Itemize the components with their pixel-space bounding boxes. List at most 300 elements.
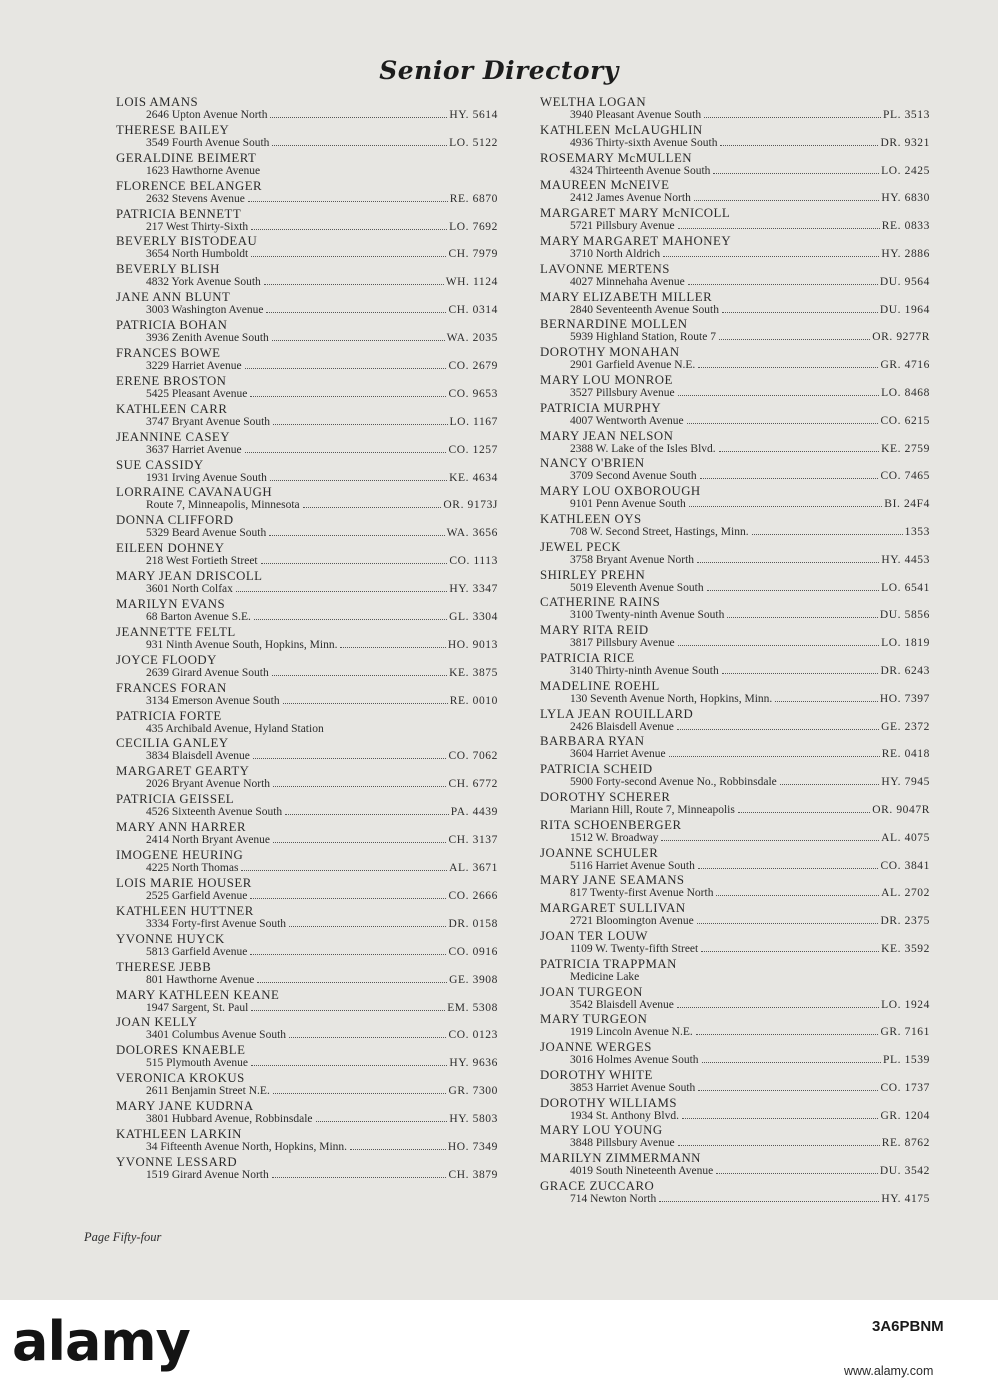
entry-phone: CH. 7979: [448, 248, 498, 261]
directory-entry: [540, 484, 930, 512]
entry-name: PATRICIA RICE: [540, 650, 635, 665]
entry-address: 5813 Garfield Avenue: [146, 945, 248, 958]
directory-entry: [116, 262, 498, 290]
leader-dots: [698, 367, 878, 368]
entry-phone: HO. 7397: [879, 692, 930, 705]
leader-dots: [245, 368, 447, 369]
entry-phone: CO. 7465: [880, 470, 930, 483]
directory-entry: [540, 1151, 930, 1179]
entry-address: 3334 Forty-first Avenue South: [146, 917, 287, 930]
directory-entry: [540, 846, 930, 874]
entry-detail-line: [570, 248, 930, 261]
leader-dots: [251, 229, 447, 230]
entry-detail-line: [570, 359, 930, 372]
entry-name: MARY LOU OXBOROUGH: [540, 484, 701, 499]
entry-phone: EM. 5308: [447, 1001, 498, 1014]
directory-entry: [540, 957, 930, 985]
entry-address: 2388 W. Lake of the Isles Blvd.: [570, 442, 716, 455]
leader-dots: [663, 256, 879, 257]
entry-name: YVONNE LESSARD: [116, 1154, 238, 1169]
leader-dots: [272, 675, 447, 676]
entry-phone: KE. 2759: [881, 442, 930, 455]
entry-phone: CH. 3137: [448, 834, 498, 847]
entry-address: 4832 York Avenue South: [146, 276, 261, 289]
entry-address: 3016 Holmes Avenue South: [570, 1054, 699, 1067]
entry-detail-line: [570, 665, 930, 678]
entry-phone: CO. 1257: [448, 443, 498, 456]
directory-entry: [116, 653, 498, 681]
leader-dots: [272, 1177, 447, 1178]
directory-entry: [540, 1096, 930, 1124]
entry-phone: DU. 1964: [879, 303, 930, 316]
leader-dots: [251, 1065, 447, 1066]
entry-address: 3637 Harriet Avenue: [146, 443, 242, 456]
entry-phone: DR. 9321: [880, 136, 930, 149]
entry-name: IMOGENE HEURING: [116, 848, 244, 863]
leader-dots: [677, 1007, 879, 1008]
leader-dots: [678, 228, 880, 229]
leader-dots: [719, 339, 870, 340]
entry-detail-line: [570, 804, 930, 817]
leader-dots: [688, 284, 878, 285]
entry-name: JOYCE FLOODY: [116, 652, 217, 667]
entry-detail-line: [570, 637, 930, 650]
leader-dots: [285, 814, 449, 815]
directory-entry: [116, 904, 498, 932]
entry-name: MARY JANE SEAMANS: [540, 873, 685, 888]
leader-dots: [273, 1093, 447, 1094]
leader-dots: [697, 562, 879, 563]
entry-phone: GL. 3304: [449, 611, 498, 624]
entry-detail-line: [146, 1002, 498, 1015]
entry-detail-line: [146, 862, 498, 875]
entry-detail-line: [146, 472, 498, 485]
entry-name: NANCY O'BRIEN: [540, 456, 645, 471]
entry-address: 3604 Harriet Avenue: [570, 748, 666, 761]
entry-phone: CO. 6215: [880, 414, 930, 427]
entry-name: MARGARET MARY McNICOLL: [540, 206, 731, 221]
leader-dots: [270, 480, 447, 481]
leader-dots: [722, 312, 878, 313]
entry-detail-line: [146, 1141, 498, 1154]
entry-name: JEANNETTE FELTL: [116, 624, 236, 639]
entry-detail-line: [146, 555, 498, 568]
entry-phone: CH. 6772: [448, 778, 498, 791]
entry-address: 1512 W. Broadway: [570, 831, 659, 844]
directory-entry: [540, 818, 930, 846]
leader-dots: [659, 1201, 879, 1202]
entry-name: MARILYN EVANS: [116, 597, 226, 612]
entry-detail-line: [570, 470, 930, 483]
directory-entry: [116, 1015, 498, 1043]
entry-phone: OR. 9047R: [872, 803, 930, 816]
entry-detail-line: [146, 918, 498, 931]
entry-phone: LO. 2425: [881, 164, 930, 177]
directory-entry: [116, 932, 498, 960]
directory-entry: [540, 317, 930, 345]
directory-entry: [540, 234, 930, 262]
entry-phone: HY. 4453: [881, 553, 930, 566]
entry-address: 3542 Blaisdell Avenue: [570, 998, 674, 1011]
leader-dots: [250, 954, 446, 955]
entry-name: YVONNE HUYCK: [116, 931, 225, 946]
entry-name: BERNARDINE MOLLEN: [540, 317, 688, 332]
entry-phone: HO. 9013: [447, 638, 498, 651]
leader-dots: [775, 701, 878, 702]
entry-detail-line: [570, 554, 930, 567]
entry-phone: WH. 1124: [445, 276, 498, 289]
entry-detail-line: [146, 639, 498, 652]
leader-dots: [261, 563, 448, 564]
entry-address: 4027 Minnehaha Avenue: [570, 275, 685, 288]
entry-name: MARY LOU YOUNG: [540, 1123, 663, 1138]
entry-name: MARY LOU MONROE: [540, 372, 673, 387]
directory-entry: [116, 876, 498, 904]
entry-address: 801 Hawthorne Avenue: [146, 973, 255, 986]
leader-dots: [701, 951, 879, 952]
entry-name: PATRICIA BOHAN: [116, 318, 228, 333]
directory-column-left: [116, 95, 498, 1183]
directory-entry: [116, 820, 498, 848]
leader-dots: [661, 840, 879, 841]
entry-address: 2426 Blaisdell Avenue: [570, 720, 674, 733]
entry-name: PATRICIA BENNETT: [116, 206, 242, 221]
entry-detail-line: [570, 1193, 930, 1206]
entry-detail-line: [570, 887, 930, 900]
entry-phone: CO. 2679: [448, 360, 498, 373]
directory-entry: [116, 764, 498, 792]
entry-address: 9101 Penn Avenue South: [570, 498, 686, 511]
entry-address: 2721 Bloomington Avenue: [570, 915, 694, 928]
entry-name: FRANCES BOWE: [116, 346, 221, 361]
entry-address: 3758 Bryant Avenue North: [570, 553, 695, 566]
leader-dots: [251, 256, 446, 257]
entry-name: LORRAINE CAVANAUGH: [116, 485, 273, 500]
entry-detail-line: [570, 1054, 930, 1067]
entry-detail-line: [570, 832, 930, 845]
entry-address: 2412 James Avenue North: [570, 192, 691, 205]
directory-entry: [540, 651, 930, 679]
entry-name: MARILYN ZIMMERMANN: [540, 1151, 701, 1166]
entry-phone: HY. 5803: [449, 1113, 498, 1126]
entry-address: 3654 North Humboldt: [146, 248, 249, 261]
entry-detail-line: [146, 834, 498, 847]
leader-dots: [677, 729, 879, 730]
entry-name: CATHERINE RAINS: [540, 595, 661, 610]
entry-address: 1109 W. Twenty-fifth Street: [570, 942, 699, 955]
entry-address: 5939 Highland Station, Route 7: [570, 331, 716, 344]
entry-detail-line: [570, 971, 930, 984]
directory-entry: [540, 985, 930, 1013]
directory-entry: [116, 681, 498, 709]
entry-address: 435 Archibald Avenue, Hyland Station: [146, 722, 324, 735]
leader-dots: [696, 1034, 879, 1035]
entry-address: 1519 Girard Avenue North: [146, 1168, 269, 1181]
entry-detail-line: [570, 693, 930, 706]
directory-entry: [540, 1068, 930, 1096]
entry-name: DOLORES KNAEBLE: [116, 1043, 246, 1058]
entry-name: BEVERLY BLISH: [116, 262, 220, 277]
leader-dots: [678, 645, 880, 646]
leader-dots: [289, 1037, 446, 1038]
leader-dots: [316, 1121, 448, 1122]
leader-dots: [700, 478, 879, 479]
entry-phone: PA. 4439: [450, 806, 498, 819]
leader-dots: [780, 784, 880, 785]
directory-entry: [540, 762, 930, 790]
directory-entry: [116, 848, 498, 876]
entry-detail-line: [146, 1169, 498, 1182]
entry-detail-line: [570, 443, 930, 456]
leader-dots: [254, 619, 447, 620]
entry-phone: LO. 1167: [449, 415, 498, 428]
entry-name: MARY TURGEON: [540, 1012, 648, 1027]
entry-detail-line: [570, 776, 930, 789]
entry-address: 2414 North Bryant Avenue: [146, 834, 271, 847]
entry-phone: LO. 7692: [449, 220, 498, 233]
directory-entry: [540, 1123, 930, 1151]
leader-dots: [713, 173, 879, 174]
entry-address: 3401 Columbus Avenue South: [146, 1029, 287, 1042]
entry-phone: CO. 3841: [880, 859, 930, 872]
entry-address: 5721 Pillsbury Avenue: [570, 220, 675, 233]
entry-name: GERALDINE BEIMERT: [116, 150, 257, 165]
leader-dots: [702, 1062, 881, 1063]
entry-name: MARY MARGARET MAHONEY: [540, 233, 732, 248]
entry-phone: CO. 0916: [448, 945, 498, 958]
entry-detail-line: [570, 1137, 930, 1150]
leader-dots: [697, 923, 879, 924]
entry-phone: DU. 9564: [879, 275, 930, 288]
directory-entry: [540, 623, 930, 651]
entry-detail-line: [570, 304, 930, 317]
entry-phone: CO. 7062: [448, 750, 498, 763]
directory-entry: [116, 290, 498, 318]
entry-phone: CO. 1113: [449, 555, 498, 568]
entry-detail-line: [146, 1085, 498, 1098]
directory-entry: [116, 597, 498, 625]
entry-phone: HY. 9636: [449, 1057, 498, 1070]
leader-dots: [236, 591, 447, 592]
entry-phone: RE. 6870: [449, 192, 498, 205]
entry-address: 3229 Harriet Avenue: [146, 360, 242, 373]
entry-name: PATRICIA TRAPPMAN: [540, 956, 677, 971]
entry-address: 3601 North Colfax: [146, 583, 233, 596]
directory-entry: [540, 1179, 930, 1207]
leader-dots: [682, 1118, 879, 1119]
entry-name: MARY JEAN DRISCOLL: [116, 569, 263, 584]
entry-address: 3747 Bryant Avenue South: [146, 415, 271, 428]
entry-phone: HY. 4175: [881, 1193, 930, 1206]
entry-name: LOIS AMANS: [116, 95, 199, 109]
entry-address: 5329 Beard Avenue South: [146, 527, 267, 540]
directory-column-right: [540, 95, 930, 1207]
leader-dots: [257, 982, 447, 983]
entry-address: 217 West Thirty-Sixth: [146, 220, 249, 233]
entry-phone: OR. 9173J: [443, 499, 498, 512]
entry-name: JEANNINE CASEY: [116, 429, 230, 444]
entry-name: LAVONNE MERTENS: [540, 261, 670, 276]
entry-name: DOROTHY MONAHAN: [540, 345, 680, 360]
entry-detail-line: [146, 946, 498, 959]
leader-dots: [687, 423, 879, 424]
leader-dots: [270, 117, 447, 118]
entry-address: 3801 Hubbard Avenue, Robbinsdale: [146, 1113, 313, 1126]
entry-detail-line: [146, 1029, 498, 1042]
entry-phone: DU. 3542: [879, 1165, 930, 1178]
entry-address: 2632 Stevens Avenue: [146, 192, 245, 205]
image-id: 3A6PBNM: [872, 1318, 944, 1335]
entry-phone: HO. 7349: [447, 1140, 498, 1153]
directory-entry: [540, 178, 930, 206]
entry-detail-line: [146, 109, 498, 122]
leader-dots: [689, 506, 883, 507]
directory-entry: [540, 345, 930, 373]
entry-detail-line: [570, 999, 930, 1012]
leader-dots: [241, 870, 447, 871]
directory-entry: [540, 595, 930, 623]
entry-name: THERESE BAILEY: [116, 122, 230, 137]
entry-address: 1623 Hawthorne Avenue: [146, 164, 261, 177]
entry-address: 1934 St. Anthony Blvd.: [570, 1109, 679, 1122]
entry-address: 68 Barton Avenue S.E.: [146, 611, 251, 624]
entry-detail-line: [570, 498, 930, 511]
entry-address: 1919 Lincoln Avenue N.E.: [570, 1026, 693, 1039]
directory-entry: [540, 873, 930, 901]
directory-entry: [540, 206, 930, 234]
entry-name: DOROTHY WILLIAMS: [540, 1095, 678, 1110]
directory-entry: [116, 1071, 498, 1099]
entry-detail-line: [570, 1110, 930, 1123]
entry-name: MARY JEAN NELSON: [540, 428, 674, 443]
entry-name: MARY KATHLEEN KEANE: [116, 987, 280, 1002]
directory-entry: [116, 625, 498, 653]
entry-detail-line: [146, 695, 498, 708]
directory-entry: [116, 513, 498, 541]
entry-name: LOIS MARIE HOUSER: [116, 875, 252, 890]
entry-address: Route 7, Minneapolis, Minnesota: [146, 499, 300, 512]
entry-name: FRANCES FORAN: [116, 680, 227, 695]
entry-phone: HY. 7945: [881, 776, 930, 789]
directory-entry: [116, 1127, 498, 1155]
directory-entry: [116, 123, 498, 151]
entry-phone: CO. 0123: [448, 1029, 498, 1042]
leader-dots: [273, 786, 446, 787]
entry-address: 1931 Irving Avenue South: [146, 471, 267, 484]
leader-dots: [350, 1149, 446, 1150]
leader-dots: [722, 673, 879, 674]
leader-dots: [289, 926, 446, 927]
leader-dots: [698, 1090, 878, 1091]
entry-phone: RE. 0010: [449, 694, 498, 707]
leader-dots: [253, 758, 447, 759]
entry-phone: RE. 0833: [881, 220, 930, 233]
entry-address: 817 Twenty-first Avenue North: [570, 887, 714, 900]
entry-phone: DR. 0158: [448, 917, 498, 930]
entry-detail-line: [570, 1082, 930, 1095]
entry-address: 5116 Harriet Avenue South: [570, 859, 695, 872]
leader-dots: [250, 898, 446, 899]
entry-address: 3003 Washington Avenue: [146, 304, 264, 317]
entry-name: VERONICA KROKUS: [116, 1071, 245, 1086]
entry-address: 218 West Fortieth Street: [146, 555, 258, 568]
entry-name: GRACE ZUCCARO: [540, 1179, 655, 1194]
entry-address: 2901 Garfield Avenue N.E.: [570, 359, 696, 372]
entry-phone: AL. 2702: [881, 887, 930, 900]
entry-address: 3100 Twenty-ninth Avenue South: [570, 609, 725, 622]
directory-entry: [540, 901, 930, 929]
entry-detail-line: [146, 499, 498, 512]
entry-name: SHIRLEY PREHN: [540, 567, 646, 582]
entry-phone: CO. 1737: [880, 1081, 930, 1094]
entry-address: 5425 Pleasant Avenue: [146, 387, 248, 400]
entry-name: JANE ANN BLUNT: [116, 290, 231, 305]
entry-name: FLORENCE BELANGER: [116, 178, 263, 193]
stock-url: www.alamy.com: [844, 1364, 934, 1378]
entry-phone: RE. 0418: [881, 748, 930, 761]
leader-dots: [678, 395, 880, 396]
leader-dots: [272, 340, 445, 341]
entry-name: THERESE JEBB: [116, 959, 212, 974]
directory-entry: [540, 1012, 930, 1040]
directory-entry: [116, 151, 498, 179]
entry-name: JOANNE SCHULER: [540, 845, 659, 860]
entry-phone: LO. 1924: [881, 998, 930, 1011]
entry-name: ROSEMARY McMULLEN: [540, 150, 692, 165]
leader-dots: [245, 452, 447, 453]
entry-detail-line: [570, 415, 930, 428]
directory-entry: [540, 734, 930, 762]
entry-phone: DU. 5856: [879, 609, 930, 622]
entry-name: KATHLEEN HUTTNER: [116, 903, 254, 918]
entry-address: 2646 Upton Avenue North: [146, 109, 268, 121]
directory-entry: [116, 234, 498, 262]
directory-entry: [540, 290, 930, 318]
entry-detail-line: [570, 276, 930, 289]
entry-address: 3527 Pillsbury Avenue: [570, 386, 675, 399]
entry-detail-line: [146, 165, 498, 178]
leader-dots: [248, 201, 448, 202]
directory-entry: [116, 792, 498, 820]
entry-name: PATRICIA SCHEID: [540, 762, 653, 777]
entry-name: MARY RITA REID: [540, 623, 649, 638]
directory-entry: [540, 512, 930, 540]
entry-detail-line: [570, 915, 930, 928]
entry-address: 515 Plymouth Avenue: [146, 1057, 249, 1070]
entry-phone: RE. 8762: [881, 1137, 930, 1150]
entry-detail-line: [146, 248, 498, 261]
entry-detail-line: [146, 388, 498, 401]
entry-name: LYLA JEAN ROUILLARD: [540, 706, 694, 721]
leader-dots: [727, 617, 877, 618]
directory-entry: [116, 430, 498, 458]
leader-dots: [303, 507, 442, 508]
entry-phone: PL. 3513: [883, 109, 930, 121]
entry-address: 3710 North Aldrich: [570, 247, 661, 260]
entry-detail-line: [570, 1165, 930, 1178]
directory-entry: [540, 1040, 930, 1068]
page-number: Page Fifty-four: [84, 1230, 162, 1244]
leader-dots: [738, 812, 870, 813]
directory-entry: [116, 1155, 498, 1183]
entry-phone: LO. 1819: [881, 637, 930, 650]
entry-address: 3936 Zenith Avenue South: [146, 332, 269, 345]
entry-detail-line: [146, 527, 498, 540]
directory-entry: [540, 568, 930, 596]
entry-name: KATHLEEN OYS: [540, 511, 642, 526]
entry-phone: LO. 6541: [881, 581, 930, 594]
entry-name: PATRICIA MURPHY: [540, 400, 662, 415]
